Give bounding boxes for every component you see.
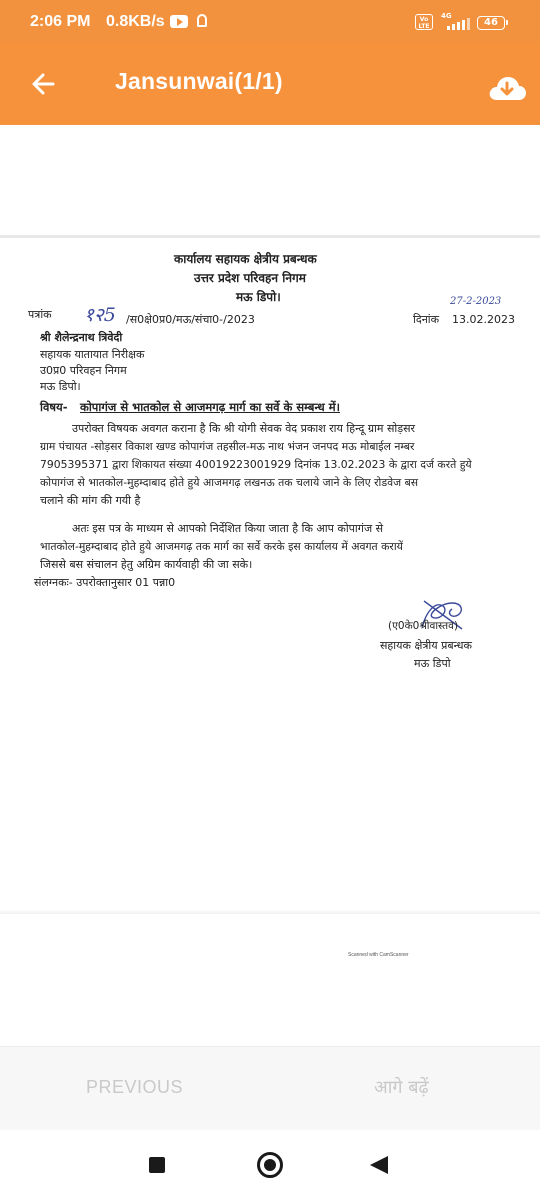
para2-line2: भातकोल-मुहम्दाबाद होते हुये आजमगढ़ तक मार्ग का सर्वे करके इस कार्यालय में अवगत करायें	[40, 540, 403, 553]
para1-line3: 7905395371 द्वारा शिकायत संख्या 40019223001929 दिनांक 13.02.2023 के द्वारा दर्ज करते हुये	[40, 458, 472, 471]
addressee-designation: सहायक यातायात निरीक्षक	[40, 348, 145, 361]
page-title: Jansunwai(1/1)	[115, 68, 283, 94]
scanned-letter	[0, 235, 540, 910]
para1-line5: चलाने की मांग की गयी है	[40, 494, 141, 507]
addressee-place: मऊ डिपो।	[40, 380, 81, 393]
para2-line3: जिससे बस संचालन हेतु अग्रिम कार्यवाही की जा सके।	[40, 558, 253, 571]
para1-line1: उपरोक्त विषयक अवगत कराना है कि श्री योगी सेवक वेद प्रकाश राय हिन्दू ग्राम सोड़सर	[72, 422, 416, 435]
next-button[interactable]: आगे बढ़ें	[374, 1077, 429, 1098]
circle-home-icon[interactable]	[257, 1152, 283, 1178]
date-label: दिनांक	[413, 313, 440, 326]
triangle-back-icon[interactable]	[370, 1156, 388, 1174]
document-viewer[interactable]	[0, 125, 540, 1046]
volte-icon: Vo LTE	[415, 14, 433, 30]
letter-header-depot: मऊ डिपो।	[236, 290, 281, 304]
snapchat-notification-icon	[197, 14, 207, 27]
youtube-notification-icon	[170, 15, 188, 28]
system-nav-bar	[0, 1130, 540, 1200]
date-typed: 13.02.2023	[452, 313, 515, 326]
pagination-bar	[0, 1046, 540, 1131]
status-bar	[0, 0, 540, 42]
date-handwritten: 27-2-2023	[450, 296, 502, 307]
ref-label: पत्रांक	[28, 308, 52, 321]
network-speed: 0.8KB/s	[106, 13, 165, 30]
addressee-name: श्री शैलेन्द्रनाथ त्रिवेदी	[40, 331, 123, 344]
para2-line1: अतः इस पत्र के माध्यम से आपको निर्देशित किया जाता है कि आप कोपागंज से	[72, 522, 384, 535]
signatory-name: (ए0के0श्रीवास्तव)	[388, 620, 459, 632]
page-bottom-edge	[0, 910, 540, 914]
status-time: 2:06 PM	[30, 13, 91, 30]
app-bar	[0, 42, 540, 125]
page-edge	[0, 235, 540, 238]
signatory-title: सहायक क्षेत्रीय प्रबन्धक	[380, 639, 472, 652]
signatory-place: मऊ डिपो	[414, 657, 451, 670]
letter-header-org: उत्तर प्रदेश परिवहन निगम	[194, 271, 306, 285]
subject-label: विषय-	[40, 400, 68, 414]
para1-line4: कोपागंज से भातकोल-मुहम्दाबाद होते हुये आजमगढ़ लखनऊ तक चलाये जाने के लिए रोडवेज बस	[40, 476, 419, 489]
subject-text: कोपागंज से भातकोल से आजमगढ़ मार्ग का सर्वे के सम्बन्ध में।	[80, 400, 340, 414]
addressee-org: उ0प्र0 परिवहन निगम	[40, 364, 127, 377]
para1-line2: ग्राम पंचायत -सोड़सर विकाश खण्ड कोपागंज तहसील-मऊ नाथ भंजन जनपद मऊ मोबाईल नम्बर	[40, 440, 415, 453]
network-type: 4G	[441, 12, 452, 20]
previous-button[interactable]: PREVIOUS	[86, 1077, 184, 1097]
arrow-left-icon[interactable]	[26, 67, 60, 101]
ref-handwritten: १२5	[84, 304, 116, 326]
letter-header-office: कार्यालय सहायक क्षेत्रीय प्रबन्धक	[174, 252, 317, 266]
enclosure-line: संलग्नकः- उपरोक्तानुसार 01 पन्ना0	[34, 576, 176, 589]
battery-icon: 46	[477, 16, 505, 30]
cloud-download-icon[interactable]	[487, 72, 527, 104]
scanner-watermark: Scanned with CamScanner	[348, 952, 409, 958]
square-recent-icon[interactable]	[149, 1157, 165, 1173]
signal-icon	[446, 18, 472, 30]
ref-number: /स0क्षे0प्र0/मऊ/संचा0-/2023	[126, 313, 255, 326]
